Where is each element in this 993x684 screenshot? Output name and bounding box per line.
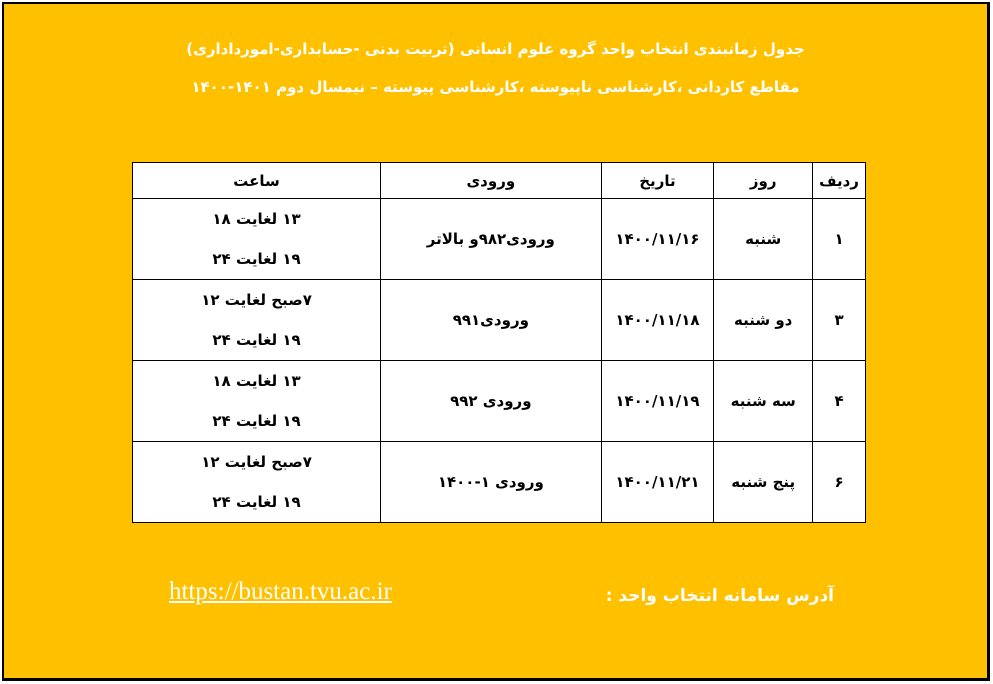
cell-date: ۱۴۰۰/۱۱/۲۱ — [601, 442, 714, 523]
time-range-2: ۱۹ لغایت ۲۴ — [212, 412, 301, 430]
document-page — [2, 2, 990, 681]
column-header-time: ساعت — [133, 163, 381, 199]
cell-time — [133, 442, 381, 523]
page-title: جدول زمانبندی انتخاب واحد گروه علوم انسانی (تربیت بدنی -حسابداری-امورداداری) — [186, 40, 805, 58]
registration-address-label: آدرس سامانه انتخاب واحد : — [605, 586, 834, 606]
table-header-row — [133, 163, 866, 199]
cell-day: پنج شنبه — [714, 442, 813, 523]
registration-url-link[interactable]: https://bustan.tvu.ac.ir — [169, 578, 392, 605]
column-header-day: روز — [714, 163, 813, 199]
cell-date: ۱۴۰۰/۱۱/۱۸ — [601, 280, 714, 361]
table-row — [133, 280, 866, 361]
cell-entry: ورودی۹۸۲و بالاتر — [381, 199, 601, 280]
cell-entry: ورودی ۹۹۲ — [381, 361, 601, 442]
table-row — [133, 442, 866, 523]
page-subtitle: مقاطع کاردانی ،کارشناسی ناپیوسته ،کارشناسی پیوسته – نیمسال دوم ۱۴۰۱-۱۴۰۰ — [191, 78, 800, 96]
cell-date: ۱۴۰۰/۱۱/۱۶ — [601, 199, 714, 280]
time-range-1: ۷صبح لغایت ۱۲ — [201, 453, 312, 471]
cell-row-number: ۶ — [813, 442, 866, 523]
cell-time — [133, 280, 381, 361]
time-range-1: ۱۳ لغایت ۱۸ — [212, 372, 301, 390]
time-range-1: ۷صبح لغایت ۱۲ — [201, 291, 312, 309]
table-row — [133, 199, 866, 280]
cell-day: سه شنبه — [714, 361, 813, 442]
table-row — [133, 361, 866, 442]
cell-date: ۱۴۰۰/۱۱/۱۹ — [601, 361, 714, 442]
cell-row-number: ۱ — [813, 199, 866, 280]
column-header-entry: ورودی — [381, 163, 601, 199]
time-range-2: ۱۹ لغایت ۲۴ — [212, 250, 301, 268]
cell-day: شنبه — [714, 199, 813, 280]
cell-row-number: ۴ — [813, 361, 866, 442]
cell-entry: ورودی ۱-۱۴۰۰ — [381, 442, 601, 523]
time-range-1: ۱۳ لغایت ۱۸ — [212, 210, 301, 228]
cell-time — [133, 361, 381, 442]
cell-entry: ورودی۹۹۱ — [381, 280, 601, 361]
cell-day: دو شنبه — [714, 280, 813, 361]
cell-row-number: ۳ — [813, 280, 866, 361]
cell-time — [133, 199, 381, 280]
schedule-table — [132, 162, 866, 523]
column-header-date: تاریخ — [601, 163, 714, 199]
time-range-2: ۱۹ لغایت ۲۴ — [212, 331, 301, 349]
column-header-row-number: ردیف — [813, 163, 866, 199]
time-range-2: ۱۹ لغایت ۲۴ — [212, 493, 301, 511]
